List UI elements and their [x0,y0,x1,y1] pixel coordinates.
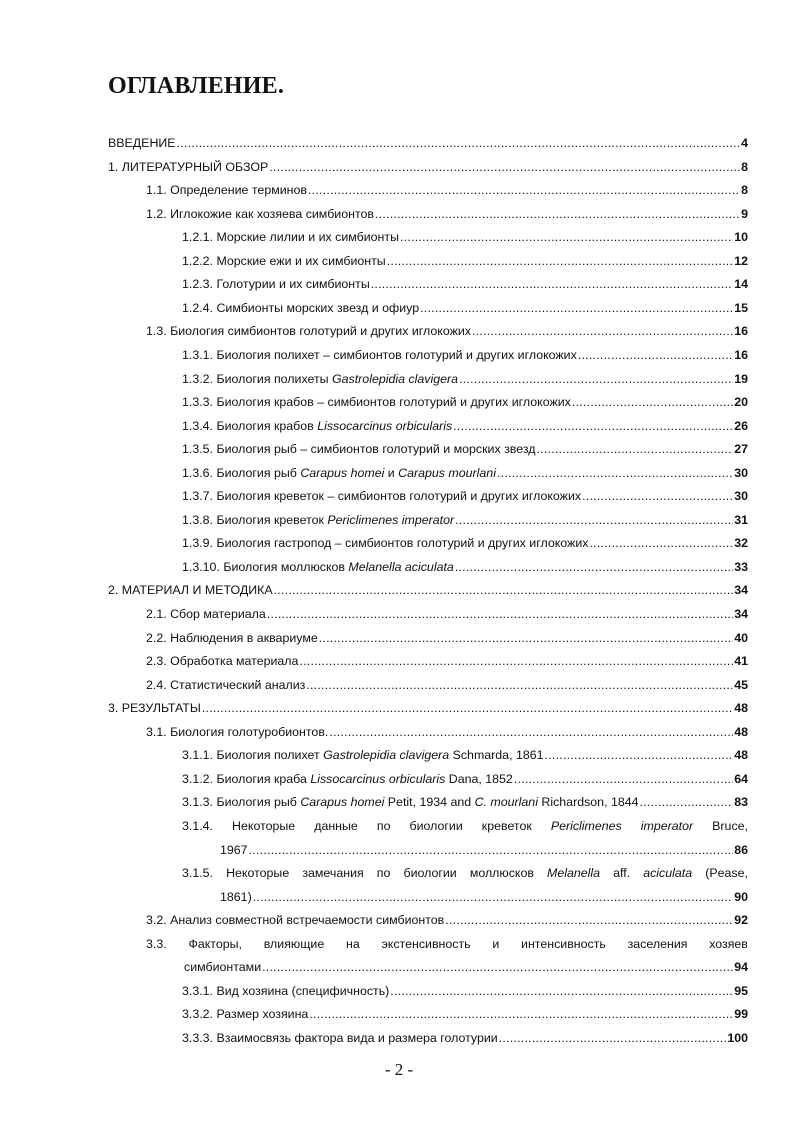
toc-entry[interactable] [146,913,748,933]
entry-text: 1.3.3. Биология крабов – симбионтов голотурий и других иглокожих [182,395,571,410]
toc-page-number: 86 [734,842,748,857]
dot-leader [445,913,733,927]
dot-leader [387,254,733,268]
toc-entry-title [146,631,318,645]
toc-entry-title [220,843,248,857]
entry-word: биологии [403,866,457,881]
entry-text: 2.2. Наблюдения в аквариуме [146,630,318,645]
entry-word: 3.1.5. [182,866,214,881]
toc-entry[interactable] [184,960,748,980]
dot-leader [420,301,733,315]
toc-page-number: 99 [734,1007,748,1022]
toc-page-number: 34 [734,607,748,621]
species-name: aciculata [643,866,693,881]
species-name: Carapus mourlani [398,465,496,480]
toc-entry-title [108,701,201,715]
entry-word: на [345,936,360,951]
dot-leader [177,136,741,150]
toc-entry-title [182,466,496,480]
entry-text: 1967 [220,842,248,857]
toc-entry-title [108,160,268,174]
toc-entry[interactable] [182,795,748,815]
toc-entry[interactable] [146,183,748,203]
toc-entry-title [182,748,544,762]
species-name: Gastrolepidia clavigera [323,748,450,763]
entry-text: 2.3. Обработка материала [146,654,299,669]
entry-text: 1.2. Иглокожие как хозяева симбионтов [146,206,374,221]
dot-leader [262,960,733,974]
dot-leader [514,772,733,786]
dot-leader [453,419,733,433]
entry-word: замечания [302,866,364,881]
entry-text: 3.3.2. Размер хозяина [182,1007,309,1022]
species-name: Melanella aciculata [348,559,454,574]
toc-entry[interactable] [146,678,748,698]
entry-text: 3.1. Биология голотуробионтов. [146,724,329,739]
toc-page-number: 90 [734,889,748,904]
entry-word: по [376,866,391,881]
toc-page-number: 40 [734,630,748,645]
entry-text: 1.2.1. Морские лилии и их симбионты [182,230,399,245]
entry-text: 2. МАТЕРИАЛ И МЕТОДИКА [108,583,273,598]
toc-entry[interactable] [146,725,748,745]
entry-text: 3.1.1. Биология полихет [182,748,324,763]
toc-entry-title [182,442,535,456]
toc-page-number: 41 [734,654,748,669]
entry-word: (Pease, [705,866,748,881]
toc-entry-line1[interactable] [182,866,748,886]
toc-entry-title [182,230,399,244]
toc-entry-title [182,513,454,527]
toc-page-number: 4 [741,136,748,150]
dot-leader [640,795,734,809]
toc-entry-line1[interactable] [182,819,748,839]
toc-page-number: 14 [734,277,748,292]
entry-text: 3.1.2. Биология краба [182,771,311,786]
dot-leader [319,631,733,645]
species-name: Periclimenes [550,818,622,833]
dot-leader [274,583,734,597]
dot-leader [472,324,733,338]
dot-leader [329,725,733,739]
entry-word: Bruce, [712,818,748,833]
entry-text: 3.1.3. Биология рыб [182,795,301,810]
toc-page-number: 8 [741,183,748,198]
toc-entry[interactable] [182,772,748,792]
toc-entry-title [182,419,452,433]
toc-entry-title [182,372,458,386]
toc-page-number: 30 [734,489,748,504]
dot-leader [371,277,733,291]
entry-word: экстенсивность [381,936,471,951]
entry-text: 1.2.4. Симбионты морских звезд и офиур [182,300,420,315]
toc-entry[interactable] [108,583,748,603]
dot-leader [455,513,733,527]
entry-word: моллюсков [469,866,534,881]
toc-page-number: 92 [734,913,748,928]
toc-entry-title [108,136,176,150]
toc-entry[interactable] [146,607,748,627]
toc-page-number: 95 [734,983,748,998]
toc-entry-title [146,654,298,668]
entry-text: 1. ЛИТЕРАТУРНЫЙ ОБЗОР [108,159,269,174]
entry-text: 1861) [220,889,252,904]
toc-entry[interactable] [182,1007,748,1027]
toc-entry-title [182,772,513,786]
entry-word: по [376,818,391,833]
toc-entry[interactable] [182,560,748,580]
entry-word: хозяев [709,936,748,951]
entry-text: 1.3.8. Биология креветок [182,512,328,527]
species-name: C. mourlani [474,795,538,810]
toc-entry-title [182,395,571,409]
dot-leader [269,160,740,174]
entry-text: 1.2.3. Голотурии и их симбионты [182,277,370,292]
dot-leader [202,701,733,715]
species-name: Periclimenes imperator [327,512,455,527]
entry-text: Petit, 1934 and [384,795,475,810]
entry-text: 1.3.2. Биология полихеты [182,371,333,386]
entry-text: Dana, 1852 [445,771,513,786]
dot-leader [589,536,733,550]
toc-page-number: 83 [734,795,748,810]
species-name: Gastrolepidia clavigera [332,371,459,386]
toc-page-number: 27 [734,442,748,457]
toc-entry-title [220,890,252,904]
toc-entry-title [182,1007,308,1021]
toc-entry-line1[interactable] [146,937,748,957]
entry-text: ВВЕДЕНИЕ [108,136,176,150]
toc-page-number: 10 [734,230,748,245]
dot-leader [578,348,733,362]
entry-word: интенсивность [521,936,606,951]
entry-text: 1.3.6. Биология рыб [182,465,301,480]
toc-entry[interactable] [182,748,748,768]
entry-word: aff. [613,866,631,881]
entry-word: влияющие [263,936,325,951]
entry-word: заселения [627,936,688,951]
entry-text: 1.3.10. Биология моллюсков [182,559,349,574]
toc-entry-title [146,607,266,621]
entry-word: данные [314,818,358,833]
page-title: ОГЛАВЛЕНИЕ. [108,73,285,99]
dot-leader [308,183,740,197]
toc-entry-title [182,560,454,574]
dot-leader [253,890,734,904]
page-number: - 2 - [384,1060,414,1079]
entry-word: креветок [481,818,532,833]
toc-entry[interactable] [182,536,748,556]
toc-page-number: 94 [734,960,748,975]
toc-entry-title [182,489,581,503]
toc-page-number: 33 [734,559,748,574]
toc-entry[interactable] [182,442,748,462]
toc-entry[interactable] [182,395,748,415]
toc-entry[interactable] [220,890,748,910]
toc-entry-title [182,348,577,362]
toc-entry[interactable] [220,843,748,863]
toc-entry[interactable] [146,631,748,651]
entry-text: 1.3.9. Биология гастропод – симбионтов голотурий и других иглокожих [182,536,589,551]
toc-entry-title [182,984,389,998]
dot-leader [375,207,740,221]
toc-page-number: 16 [734,324,748,339]
toc-page-number: 12 [734,253,748,268]
toc-entry[interactable] [182,254,748,274]
toc-page-number: 8 [741,159,748,174]
toc-entry[interactable] [146,654,748,674]
toc-entry[interactable] [182,372,748,392]
toc-page-number: 16 [734,347,748,362]
toc-entry[interactable] [108,160,748,180]
dot-leader [400,230,733,244]
dot-leader [582,489,733,503]
entry-text: 1.3.7. Биология креветок – симбионтов голотурий и других иглокожих [182,489,582,504]
toc-entry-title [146,678,305,692]
toc-entry[interactable] [108,136,748,156]
toc-entry[interactable] [146,207,748,227]
toc-page-number: 64 [734,771,748,786]
entry-text: 3. РЕЗУЛЬТАТЫ [108,701,201,716]
dot-leader [306,678,733,692]
toc-entry-title [182,254,386,268]
toc-entry[interactable] [146,324,748,344]
entry-text: и [384,465,399,480]
entry-word: 3.3. [146,936,167,951]
species-name: imperator [640,818,694,833]
dot-leader [459,372,733,386]
dot-leader [309,1007,733,1021]
toc-entry-title [182,795,639,809]
dot-leader [390,984,733,998]
species-name: Melanella [547,866,601,881]
toc-entry[interactable] [182,277,748,297]
entry-text: 2.1. Сбор материала [146,607,266,621]
dot-leader [499,1031,727,1045]
entry-word: Некоторые [226,866,290,881]
toc-page-number: 45 [734,677,748,692]
entry-text: 3.2. Анализ совместной встречаемости симбионтов [146,913,445,928]
entry-text: Schmarda, 1861 [449,748,544,763]
species-name: Carapus homei [300,795,385,810]
toc-page-number: 26 [734,418,748,433]
toc-page-number: 48 [734,748,748,763]
toc-entry[interactable] [182,1031,748,1051]
entry-text: 1.3.4. Биология крабов [182,418,318,433]
species-name: Carapus homei [300,465,385,480]
dot-leader [299,654,733,668]
toc-entry[interactable] [182,419,748,439]
toc-entry[interactable] [108,701,748,721]
toc-entry-title [146,913,444,927]
toc-entry[interactable] [182,301,748,321]
toc-page-number: 32 [734,536,748,551]
entry-text: 3.3.1. Вид хозяина (специфичность) [182,983,390,998]
toc-entry[interactable] [182,513,748,533]
toc-entry-title [146,725,328,739]
dot-leader [455,560,733,574]
toc-entry[interactable] [182,348,748,368]
dot-leader [249,843,734,857]
toc-entry-title [182,277,370,291]
toc-page-number: 100 [727,1030,748,1045]
toc-page-number: 30 [734,465,748,480]
toc-entry-title [146,207,374,221]
entry-text: симбионтами [184,960,262,975]
toc-entry[interactable] [182,230,748,250]
entry-text: 2.4. Статистический анализ [146,677,306,692]
toc-entry[interactable] [182,466,748,486]
toc-entry-title [146,183,307,197]
dot-leader [536,442,733,456]
toc-entry-title [146,324,471,338]
entry-word: Некоторые [232,818,296,833]
entry-text: 1.3.5. Биология рыб – симбионтов голотурий и морских звезд [182,442,536,457]
entry-text: Richardson, 1844 [537,795,639,810]
entry-text: 1.2.2. Морские ежи и их симбионты [182,253,386,268]
toc-page-number: 34 [734,583,748,598]
toc-entry[interactable] [182,984,748,1004]
toc-entry-title [182,1031,498,1045]
toc-page-number: 20 [734,395,748,410]
dot-leader [267,607,733,621]
species-name: Lissocarcinus orbicularis [317,418,453,433]
toc-entry-title [182,301,419,315]
entry-word: 3.1.4. [182,818,214,833]
dot-leader [572,395,733,409]
toc-entry-title [182,536,588,550]
dot-leader [545,748,734,762]
toc-entry-title [184,960,261,974]
toc-page-number: 48 [734,724,748,739]
toc-page-number: 15 [734,300,748,315]
entry-word: биологии [409,818,463,833]
entry-word: Факторы, [188,936,242,951]
entry-text: 3.3.3. Взаимосвязь фактора вида и размера голотурии [182,1030,498,1045]
toc-page-number: 48 [734,701,748,716]
toc-entry-title [108,583,273,597]
toc-page-number: 9 [741,206,748,221]
toc-page-number: 31 [734,512,748,527]
dot-leader [497,466,733,480]
entry-word: и [492,936,500,951]
toc-page-number: 19 [734,371,748,386]
entry-text: 1.3. Биология симбионтов голотурий и других иглокожих [146,324,471,339]
entry-text: 1.3.1. Биология полихет – симбионтов голотурий и других иглокожих [182,347,577,362]
entry-text: 1.1. Определение терминов [146,183,307,198]
species-name: Lissocarcinus orbicularis [310,771,446,786]
toc-entry[interactable] [182,489,748,509]
